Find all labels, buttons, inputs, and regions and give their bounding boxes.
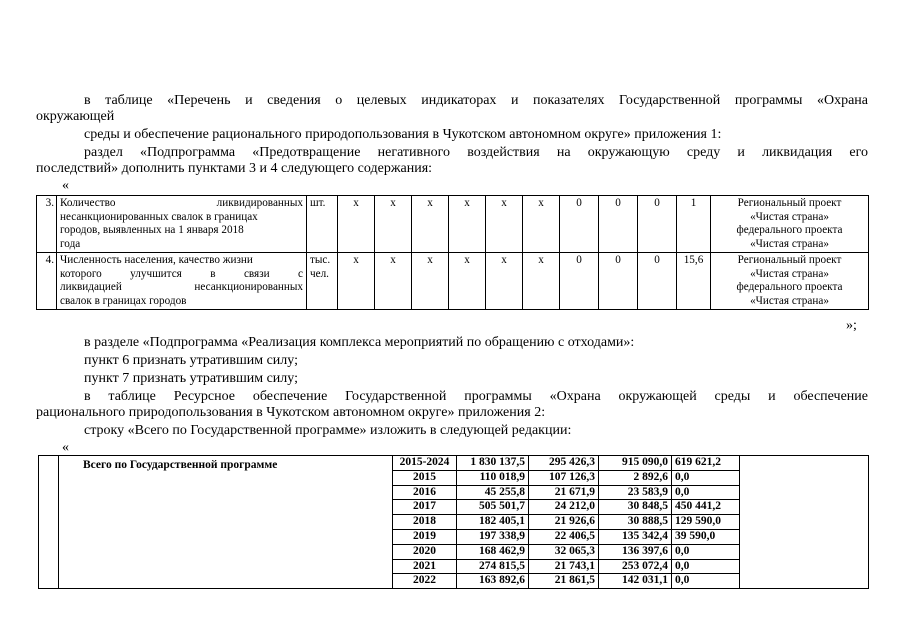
amount-cell: 915 090,0: [599, 456, 672, 471]
description-line: ликвидацией несанкционированных: [60, 281, 303, 293]
amount-cell: 30 848,5: [599, 500, 672, 515]
amount-cell: 110 018,9: [457, 470, 529, 485]
amount-cell: 0,0: [672, 544, 740, 559]
amount-cell: 21 926,6: [529, 515, 599, 530]
amount-cell: 21 743,1: [529, 559, 599, 574]
source-line: федерального проекта: [736, 281, 843, 293]
paragraph-6-line-1: в таблице Ресурсное обеспечение Государственной программы «Охрана окружающей среды и обеспечение: [84, 389, 868, 404]
amount-cell: 505 501,7: [457, 500, 529, 515]
resources-table: [38, 455, 869, 589]
amount-cell: 39 590,0: [672, 529, 740, 544]
amount-cell: 23 583,9: [599, 485, 672, 500]
amount-cell: 163 892,6: [457, 574, 529, 589]
amount-cell: 197 338,9: [457, 529, 529, 544]
amount-cell: 30 888,5: [599, 515, 672, 530]
amount-cell: 0,0: [672, 559, 740, 574]
value-cell: 0: [599, 196, 638, 253]
source-line: «Чистая страна»: [750, 210, 829, 223]
amount-cell: 21 861,5: [529, 574, 599, 589]
value-cell: 1: [677, 196, 711, 253]
amount-cell: 136 397,6: [599, 544, 672, 559]
indicator-row: [37, 196, 869, 253]
paragraph-1-line-2: окружающей: [36, 109, 115, 124]
amount-cell: 24 212,0: [529, 500, 599, 515]
open-quote-1: «: [62, 178, 69, 193]
source-line: «Чистая страна»: [750, 294, 829, 307]
blank-cell: [740, 456, 869, 589]
paragraph-3: в разделе «Подпрограмма «Реализация комплекса мероприятий по обращению с отходами»:: [84, 335, 635, 350]
value-cell: х: [523, 196, 560, 253]
program-total-label: Всего по Государственной программе: [59, 456, 393, 589]
source-line: федерального проекта: [736, 224, 843, 236]
value-cell: х: [375, 196, 412, 253]
amount-cell: 45 255,8: [457, 485, 529, 500]
amount-cell: 142 031,1: [599, 574, 672, 589]
amount-cell: 135 342,4: [599, 529, 672, 544]
blank-cell: [39, 456, 59, 589]
amount-cell: 0,0: [672, 485, 740, 500]
period-cell: 2015: [393, 470, 457, 485]
paragraph-4: пункт 6 признать утратившим силу;: [84, 353, 298, 368]
period-cell: 2017: [393, 500, 457, 515]
row-number: 4.: [37, 253, 57, 310]
open-quote-2: «: [62, 440, 69, 455]
period-cell: 2022: [393, 574, 457, 589]
value-cell: 0: [560, 196, 599, 253]
amount-cell: 2 892,6: [599, 470, 672, 485]
amount-cell: 619 621,2: [672, 456, 740, 471]
amount-cell: 450 441,2: [672, 500, 740, 515]
indicator-description: [57, 196, 307, 253]
amount-cell: 0,0: [672, 574, 740, 589]
description-line: года: [60, 237, 81, 250]
amount-cell: 0,0: [672, 470, 740, 485]
source-cell: [711, 253, 869, 310]
value-cell: 0: [599, 253, 638, 310]
amount-cell: 253 072,4: [599, 559, 672, 574]
unit-cell: тыс. чел.: [307, 253, 338, 310]
unit-cell: шт.: [307, 196, 338, 253]
amount-cell: 295 426,3: [529, 456, 599, 471]
amount-cell: 32 065,3: [529, 544, 599, 559]
source-line: «Чистая страна»: [750, 237, 829, 250]
value-cell: 15,6: [677, 253, 711, 310]
source-line: Региональный проект: [737, 254, 842, 266]
value-cell: х: [338, 196, 375, 253]
paragraph-1-line-3: среды и обеспечение рационального природопользования в Чукотском автономном округе» приложения 1:: [84, 127, 722, 142]
amount-cell: 22 406,5: [529, 529, 599, 544]
close-quote-1: »;: [846, 318, 857, 333]
paragraph-1-line-1: в таблице «Перечень и сведения о целевых индикаторах и показателях Государственной программы «Охрана: [84, 93, 868, 108]
value-cell: 0: [638, 253, 677, 310]
resource-row: [39, 456, 869, 471]
paragraph-2-line-2: последствий» дополнить пунктами 3 и 4 следующего содержания:: [36, 161, 433, 176]
period-cell: 2015-2024: [393, 456, 457, 471]
description-line: городов, выявленных на 1 января 2018: [60, 224, 244, 236]
source-cell: [711, 196, 869, 253]
amount-cell: 21 671,9: [529, 485, 599, 500]
paragraph-2-line-1: раздел «Подпрограмма «Предотвращение негативного воздействия на окружающую среду и ликвидация его: [84, 145, 868, 160]
description-line: свалок в границах городов: [60, 294, 187, 307]
value-cell: х: [338, 253, 375, 310]
value-cell: х: [412, 196, 449, 253]
period-cell: 2018: [393, 515, 457, 530]
value-cell: х: [449, 196, 486, 253]
source-line: Региональный проект: [737, 197, 842, 209]
value-cell: х: [449, 253, 486, 310]
description-line: которого улучшится в связи с: [60, 267, 303, 280]
period-cell: 2020: [393, 544, 457, 559]
indicators-table: [36, 195, 869, 310]
period-cell: 2021: [393, 559, 457, 574]
value-cell: х: [412, 253, 449, 310]
amount-cell: 274 815,5: [457, 559, 529, 574]
amount-cell: 107 126,3: [529, 470, 599, 485]
amount-cell: 1 830 137,5: [457, 456, 529, 471]
amount-cell: 182 405,1: [457, 515, 529, 530]
value-cell: х: [523, 253, 560, 310]
paragraph-5: пункт 7 признать утратившим силу;: [84, 371, 298, 386]
value-cell: х: [375, 253, 412, 310]
row-number: 3.: [37, 196, 57, 253]
indicator-description: [57, 253, 307, 310]
period-cell: 2019: [393, 529, 457, 544]
value-cell: х: [486, 253, 523, 310]
description-line: Количество ликвидированных: [60, 197, 303, 209]
description-line: несанкционированных свалок в границах: [60, 210, 258, 223]
indicator-row: [37, 253, 869, 310]
value-cell: 0: [638, 196, 677, 253]
amount-cell: 129 590,0: [672, 515, 740, 530]
source-line: «Чистая страна»: [750, 267, 829, 280]
amount-cell: 168 462,9: [457, 544, 529, 559]
paragraph-6-line-2: рационального природопользования в Чукотском автономном округе» приложения 2:: [36, 405, 546, 420]
value-cell: 0: [560, 253, 599, 310]
description-line: Численность населения, качество жизни: [60, 254, 253, 266]
value-cell: х: [486, 196, 523, 253]
period-cell: 2016: [393, 485, 457, 500]
paragraph-7: строку «Всего по Государственной программе» изложить в следующей редакции:: [84, 423, 572, 438]
